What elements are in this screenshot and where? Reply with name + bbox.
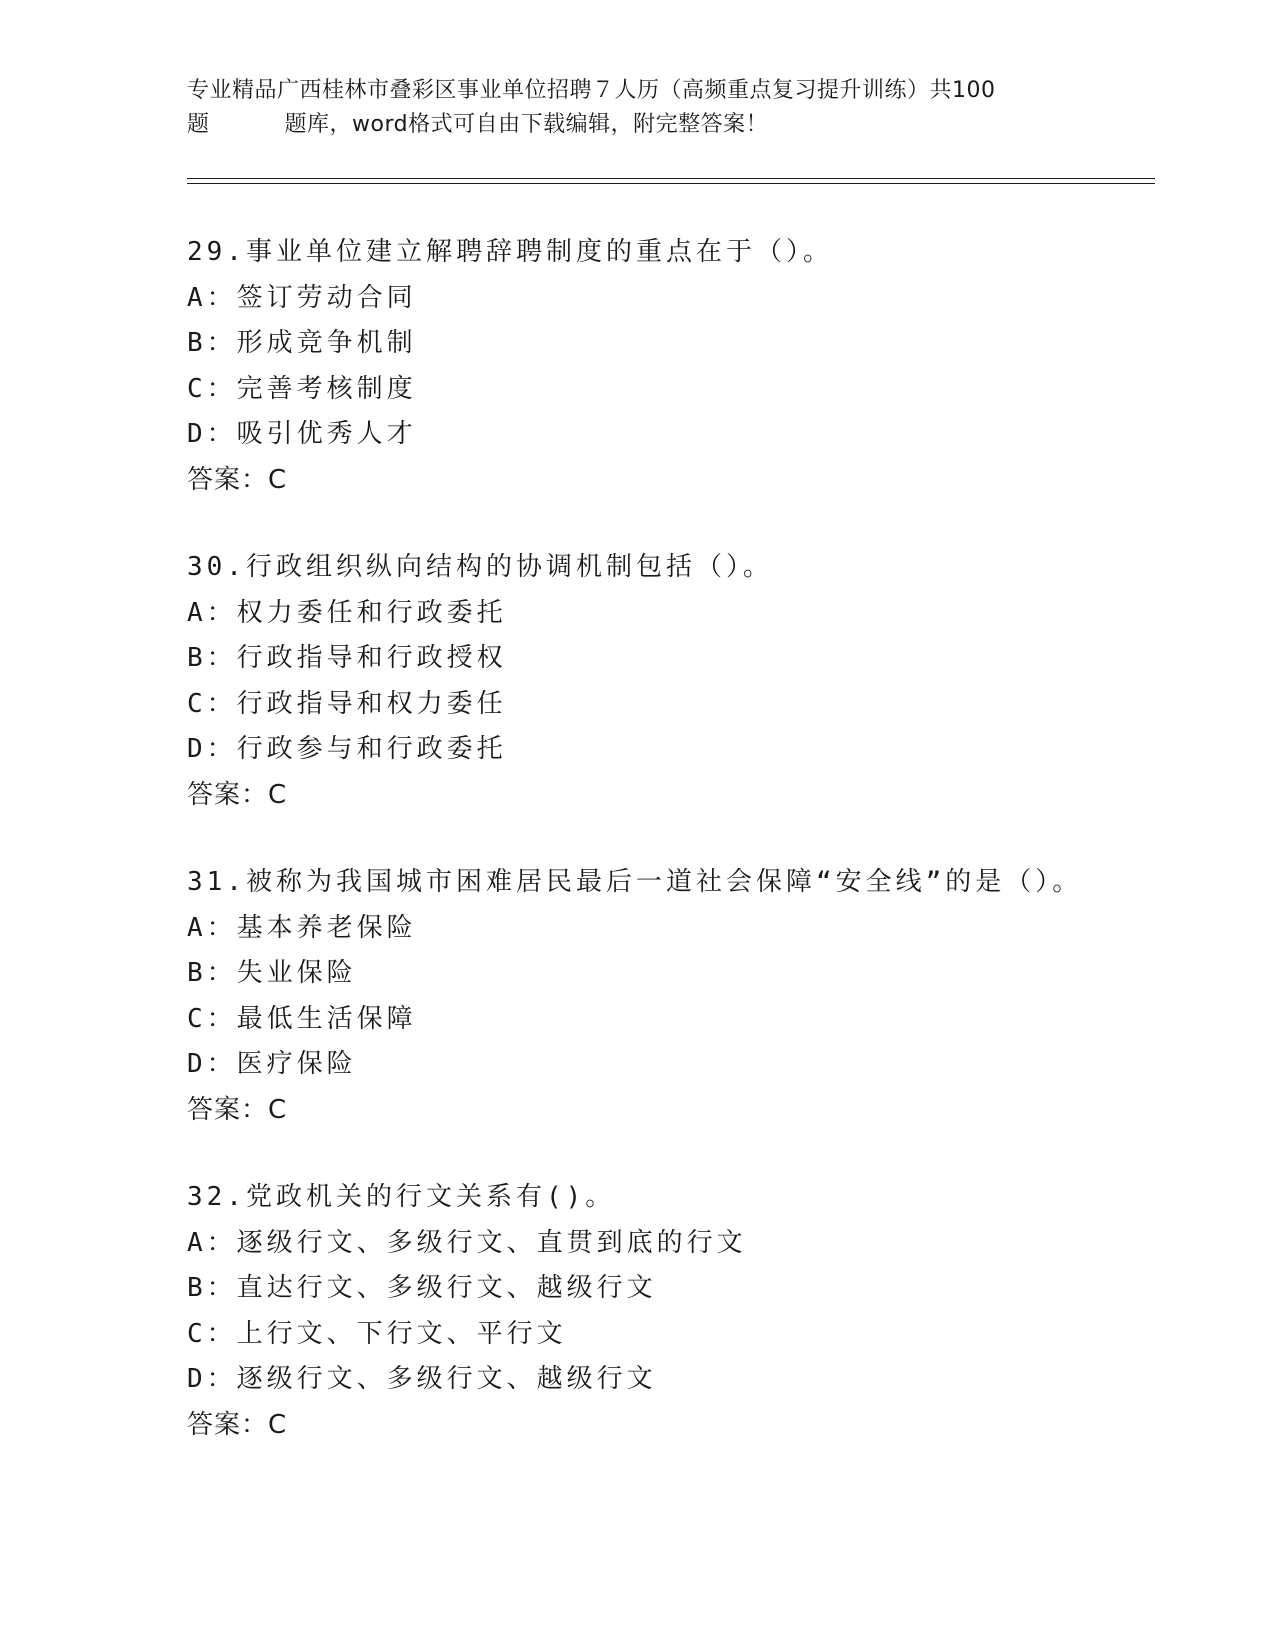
answer-label: 答案：C <box>187 779 288 810</box>
option-b: B：直达行文、多级行文、越级行文 <box>187 1273 657 1303</box>
option-c: C：完善考核制度 <box>187 373 417 404</box>
option-a: A：逐级行文、多级行文、直贯到底的行文 <box>187 1227 747 1258</box>
option-a: A：基本养老保险 <box>187 912 417 943</box>
question-31 <box>187 860 1187 1133</box>
option-d: D：吸引优秀人才 <box>187 419 417 449</box>
header-title-line1: 专业精品广西桂林市叠彩区事业单位招聘７人历（高频重点复习提升训练）共100 <box>187 78 996 103</box>
question-30 <box>187 545 1187 818</box>
question-stem: 30.行政组织纵向结构的协调机制包括（）。 <box>187 552 773 582</box>
option-b: B：形成竞争机制 <box>187 328 417 358</box>
option-c: C：上行文、下行文、平行文 <box>187 1318 567 1349</box>
question-stem: 31.被称为我国城市困难居民最后一道社会保障“安全线”的是（）。 <box>187 867 1083 897</box>
answer-label: 答案：C <box>187 464 288 495</box>
option-a: A：权力委任和行政委托 <box>187 597 507 628</box>
question-stem: 32.党政机关的行文关系有()。 <box>187 1182 616 1212</box>
question-29 <box>187 230 1187 503</box>
option-d: D：逐级行文、多级行文、越级行文 <box>187 1364 657 1394</box>
answer-label: 答案：C <box>187 1094 288 1125</box>
answer-label: 答案：C <box>187 1409 288 1440</box>
header-divider-top <box>187 178 1155 179</box>
option-d: D：行政参与和行政委托 <box>187 734 507 764</box>
option-a: A：签订劳动合同 <box>187 282 417 313</box>
option-b: B：行政指导和行政授权 <box>187 643 507 673</box>
document-header <box>187 74 1087 142</box>
header-title-line2-start: 题 <box>187 112 210 137</box>
question-32 <box>187 1175 1187 1448</box>
header-divider-bottom <box>187 183 1155 184</box>
option-c: C：行政指导和权力委任 <box>187 688 507 719</box>
question-stem: 29.事业单位建立解聘辞聘制度的重点在于（）。 <box>187 237 833 267</box>
header-title-line2-rest: 题库，word格式可自由下载编辑，附完整答案！ <box>284 112 769 137</box>
option-b: B：失业保险 <box>187 958 357 988</box>
option-d: D：医疗保险 <box>187 1049 357 1079</box>
option-c: C：最低生活保障 <box>187 1003 417 1034</box>
header-title-line2 <box>187 108 1087 142</box>
